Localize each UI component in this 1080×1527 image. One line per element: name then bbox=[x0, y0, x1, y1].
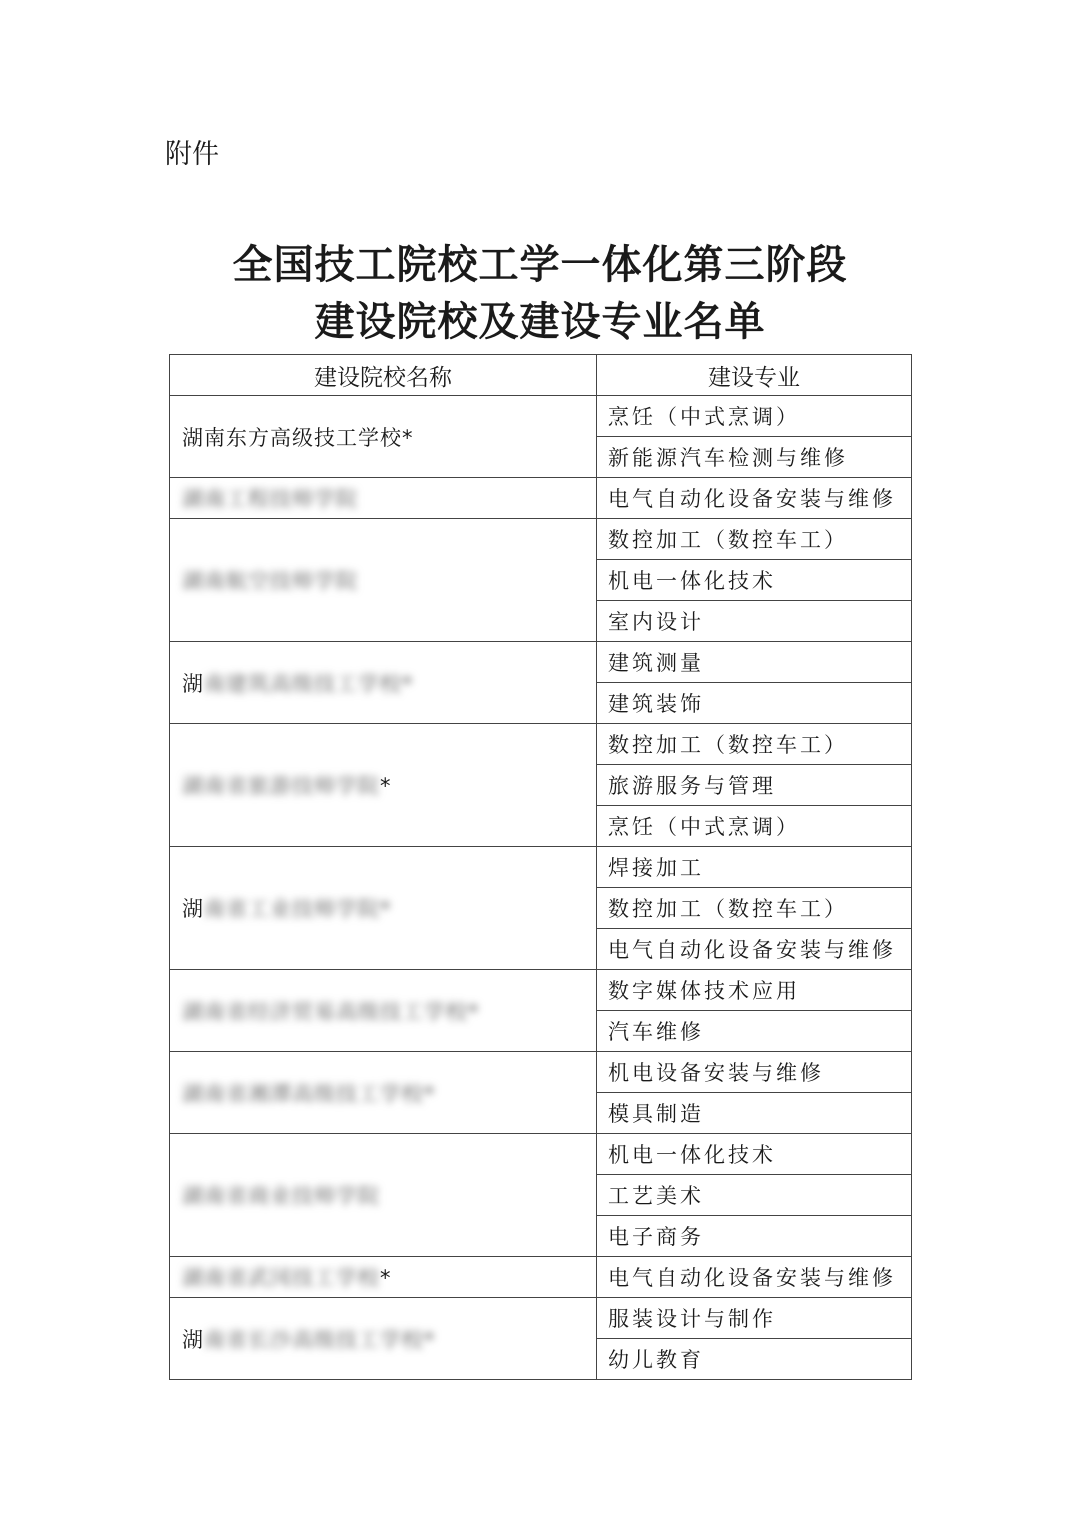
school-name-redacted: 湖南工程技师学院 bbox=[182, 487, 358, 511]
school-name-cell bbox=[170, 1298, 597, 1380]
major-name-cell: 旅游服务与管理 bbox=[597, 765, 912, 806]
table-row bbox=[170, 1134, 912, 1175]
school-name-redacted: 湖南省经济贸易高级技工学校* bbox=[182, 999, 480, 1024]
column-header-major: 建设专业 bbox=[597, 355, 912, 396]
major-name-cell: 新能源汽车检测与维修 bbox=[597, 437, 912, 478]
major-name-cell: 幼儿教育 bbox=[597, 1339, 912, 1380]
school-name-cell bbox=[170, 724, 597, 847]
school-name-cell bbox=[170, 1257, 597, 1298]
table-row bbox=[170, 642, 912, 683]
document-title-line2: 建设院校及建设专业名单 bbox=[314, 298, 766, 345]
school-name-cell bbox=[170, 642, 597, 724]
major-name-cell: 焊接加工 bbox=[597, 847, 912, 888]
school-name-redacted: 南省长沙高级技工学校* bbox=[204, 1327, 436, 1352]
major-name-cell: 服装设计与制作 bbox=[597, 1298, 912, 1339]
major-name-cell: 建筑装饰 bbox=[597, 683, 912, 724]
school-name-redacted: 湖南省商业技师学院 bbox=[182, 1184, 380, 1208]
major-name-cell: 电气自动化设备安装与维修 bbox=[597, 478, 912, 519]
attachment-label: 附件 bbox=[165, 139, 219, 170]
table-row bbox=[170, 847, 912, 888]
major-name-cell: 机电一体化技术 bbox=[597, 1134, 912, 1175]
school-name-visible: 湖 bbox=[182, 897, 204, 921]
table-body bbox=[170, 396, 912, 1380]
major-name-cell: 工艺美术 bbox=[597, 1175, 912, 1216]
major-name-cell: 烹饪（中式烹调） bbox=[597, 806, 912, 847]
school-name-visible: 湖 bbox=[182, 1327, 204, 1352]
major-name-cell: 汽车维修 bbox=[597, 1011, 912, 1052]
school-name-redacted: 湖南省旅游技师学院 bbox=[182, 774, 380, 798]
school-name-suffix: * bbox=[380, 774, 392, 798]
major-name-cell: 电子商务 bbox=[597, 1216, 912, 1257]
major-name-cell: 数控加工（数控车工） bbox=[597, 724, 912, 765]
school-name-suffix: * bbox=[380, 1266, 392, 1290]
major-name-cell: 数控加工（数控车工） bbox=[597, 888, 912, 929]
table-row bbox=[170, 519, 912, 560]
major-name-cell: 机电一体化技术 bbox=[597, 560, 912, 601]
school-name-visible: 湖南东方高级技工学校* bbox=[182, 425, 414, 450]
major-name-cell: 电气自动化设备安装与维修 bbox=[597, 929, 912, 970]
table-row bbox=[170, 478, 912, 519]
school-name-redacted: 湖南航空技师学院 bbox=[182, 569, 358, 593]
school-name-redacted: 湖南省武冈技工学校 bbox=[182, 1266, 380, 1290]
major-name-cell: 电气自动化设备安装与维修 bbox=[597, 1257, 912, 1298]
school-name-cell bbox=[170, 847, 597, 970]
major-name-cell: 数字媒体技术应用 bbox=[597, 970, 912, 1011]
major-name-cell: 烹饪（中式烹调） bbox=[597, 396, 912, 437]
table-row bbox=[170, 1298, 912, 1339]
table-row bbox=[170, 1257, 912, 1298]
major-name-cell: 建筑测量 bbox=[597, 642, 912, 683]
major-name-cell: 模具制造 bbox=[597, 1093, 912, 1134]
column-header-school: 建设院校名称 bbox=[170, 355, 597, 396]
school-name-cell bbox=[170, 1134, 597, 1257]
document-title-line1: 全国技工院校工学一体化第三阶段 bbox=[232, 241, 848, 288]
table-row bbox=[170, 970, 912, 1011]
table-header-row bbox=[170, 355, 912, 396]
major-name-cell: 机电设备安装与维修 bbox=[597, 1052, 912, 1093]
school-name-cell bbox=[170, 519, 597, 642]
major-name-cell: 室内设计 bbox=[597, 601, 912, 642]
school-name-cell bbox=[170, 1052, 597, 1134]
table-row bbox=[170, 396, 912, 437]
major-name-cell: 数控加工（数控车工） bbox=[597, 519, 912, 560]
school-name-cell bbox=[170, 478, 597, 519]
school-name-cell bbox=[170, 970, 597, 1052]
school-name-cell bbox=[170, 396, 597, 478]
school-name-redacted: 湖南省湘潭高级技工学校* bbox=[182, 1081, 436, 1106]
school-name-redacted: 南建筑高级技工学校* bbox=[204, 671, 414, 696]
school-major-table bbox=[169, 354, 912, 1380]
school-name-redacted: 南省工业技师学院* bbox=[204, 897, 392, 921]
table-row bbox=[170, 1052, 912, 1093]
school-name-visible: 湖 bbox=[182, 671, 204, 696]
table-row bbox=[170, 724, 912, 765]
